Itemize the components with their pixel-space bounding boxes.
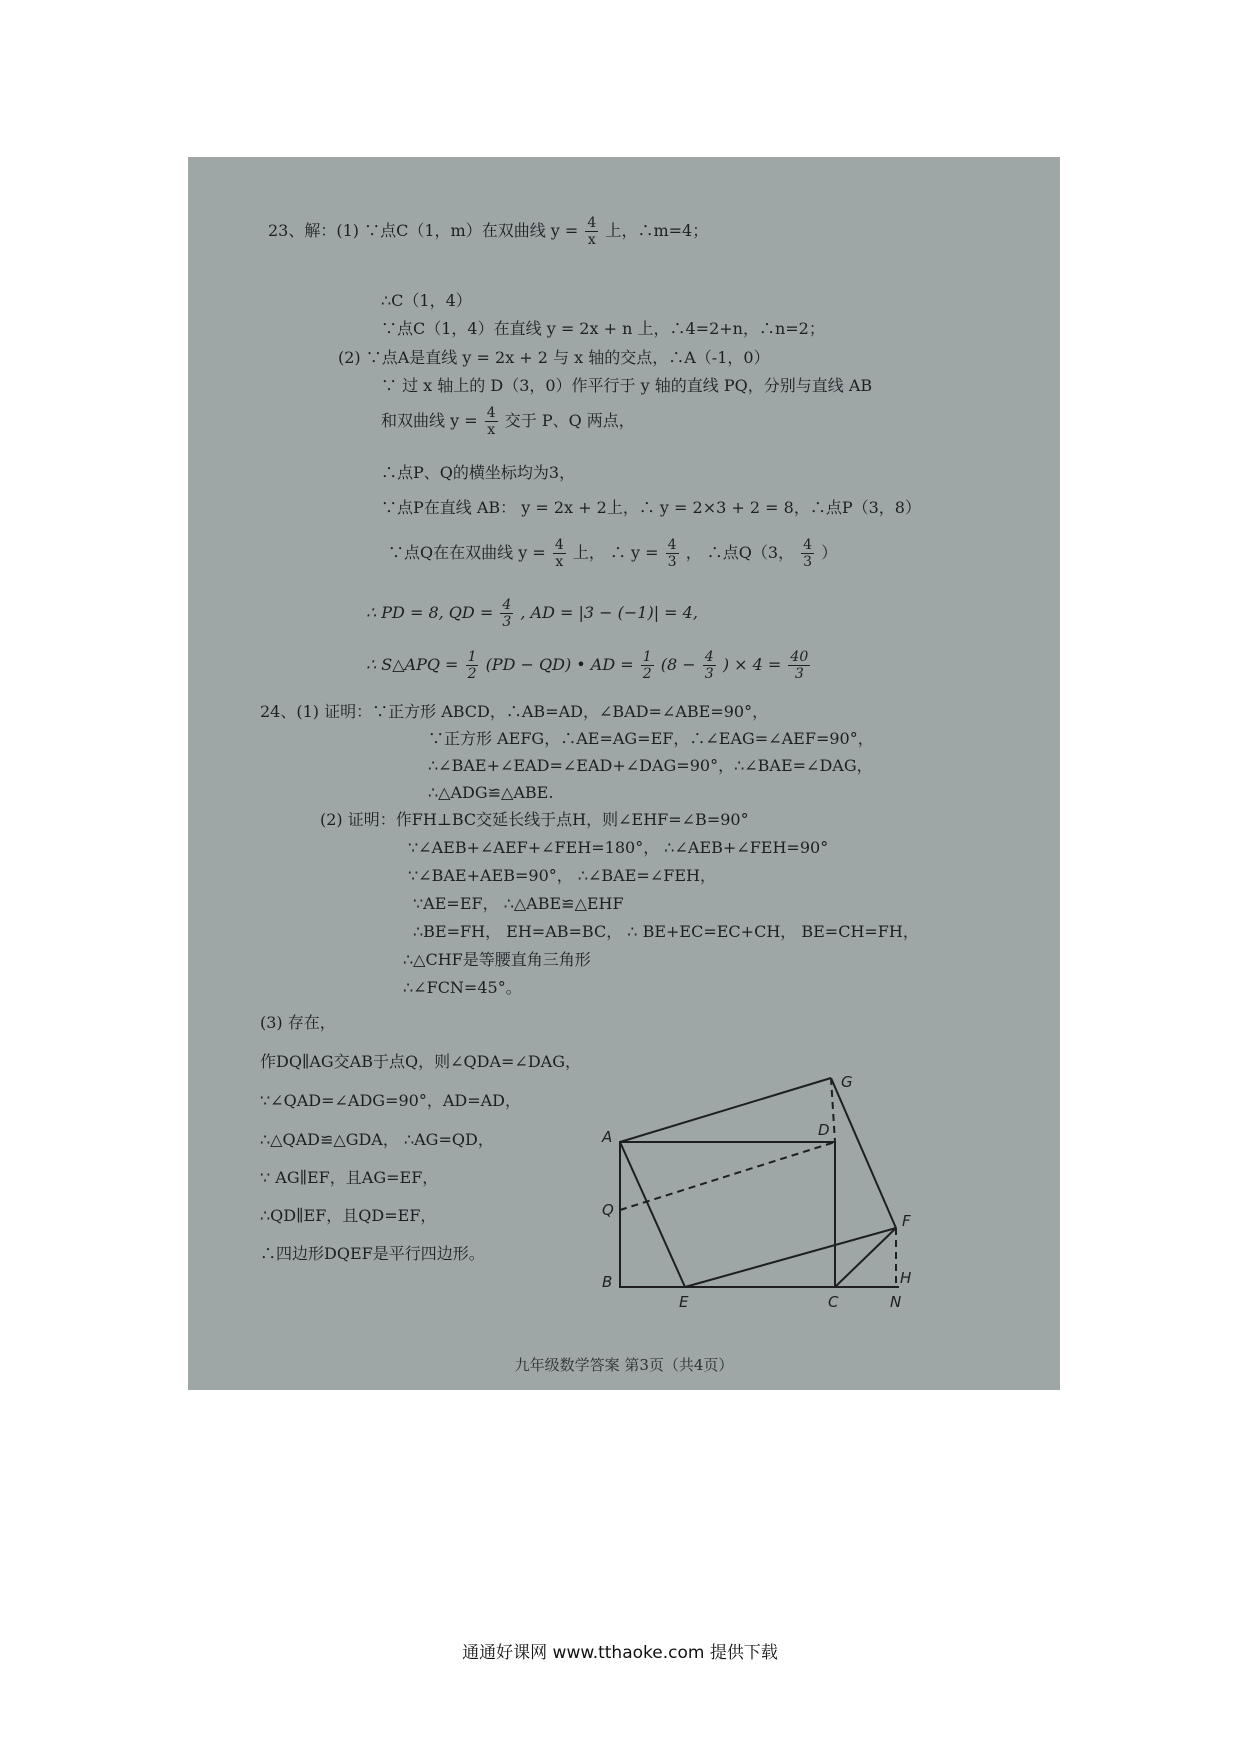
- denominator: 2: [467, 666, 477, 682]
- q23-line-7: ∴点P、Q的横坐标均为3，: [381, 463, 576, 482]
- q24-line-5: (2) 证明：作FH⊥BC交延长线于点H，则∠EHF=∠B=90°: [320, 810, 749, 829]
- label-g: G: [841, 1073, 853, 1091]
- text: ∵点Q在在双曲线 y =: [388, 543, 546, 562]
- text: 23、解：(1) ∵点C（1，m）在双曲线 y =: [268, 221, 579, 240]
- site-credit: 通通好课网 www.tthaoke.com 提供下载: [462, 1643, 778, 1663]
- label-f: F: [902, 1212, 911, 1230]
- q23-line-11: [366, 649, 812, 682]
- fraction: [500, 597, 513, 630]
- label-c: C: [828, 1293, 839, 1311]
- fraction: [585, 215, 598, 248]
- q24-line-16: ∵ AG∥EF，且AG=EF，: [260, 1168, 439, 1187]
- label-h: H: [900, 1269, 912, 1287]
- text: ）: [821, 543, 838, 562]
- text: (8 −: [660, 655, 696, 674]
- label-d: D: [818, 1121, 830, 1139]
- denominator: 3: [803, 554, 813, 570]
- q23-line-3: ∵点C（1，4）在直线 y = 2x + n 上，∴4=2+n，∴n=2；: [381, 319, 825, 338]
- numerator: 40: [790, 649, 809, 665]
- fraction: [703, 649, 716, 682]
- dashed-qd: [620, 1142, 835, 1210]
- text: , AD = |3 − (−1)| = 4,: [520, 603, 698, 622]
- page-footer: 九年级数学答案 第3页（共4页）: [514, 1356, 734, 1374]
- q24-line-18: ∴四边形DQEF是平行四边形。: [260, 1244, 485, 1263]
- q23-line-9: [388, 537, 837, 570]
- numerator: 1: [467, 649, 477, 665]
- label-a: A: [602, 1128, 613, 1146]
- q24-line-12: (3) 存在，: [260, 1013, 336, 1032]
- text: 上，∴m=4；: [605, 221, 709, 240]
- text: 交于 P、Q 两点，: [504, 411, 635, 430]
- text: 上， ∴ y =: [572, 543, 659, 562]
- numerator: 4: [502, 597, 512, 613]
- numerator: 4: [486, 405, 496, 421]
- q24-line-14: ∵∠QAD=∠ADG=90°，AD=AD，: [260, 1091, 522, 1110]
- fraction: [553, 537, 566, 570]
- numerator: 4: [803, 537, 813, 553]
- text: ) × 4 =: [722, 655, 782, 674]
- text: (PD − QD) • AD =: [485, 655, 634, 674]
- denominator: 2: [642, 666, 652, 682]
- geometry-diagram: [602, 1017, 1048, 1347]
- q24-line-2: ∵正方形 AEFG，∴AE=AG=EF，∴∠EAG=∠AEF=90°，: [428, 729, 874, 748]
- q23-line-10: [366, 597, 698, 630]
- fraction: [788, 649, 810, 682]
- q23-line-4: (2) ∵点A是直线 y = 2x + 2 与 x 轴的交点，∴A（-1，0）: [338, 348, 770, 367]
- answer-sheet-photo: [188, 157, 1060, 1390]
- q24-line-8: ∵AE=EF， ∴△ABE≌△EHF: [413, 894, 624, 913]
- fraction: [466, 649, 479, 682]
- numerator: 4: [587, 215, 597, 231]
- q24-line-13: 作DQ∥AG交AB于点Q，则∠QDA=∠DAG，: [260, 1052, 581, 1071]
- denominator: x: [587, 232, 596, 248]
- q24-line-3: ∴∠BAE+∠EAD=∠EAD+∠DAG=90°，∴∠BAE=∠DAG，: [428, 756, 873, 775]
- fraction: [666, 537, 679, 570]
- text: 和双曲线 y =: [381, 411, 478, 430]
- numerator: 1: [642, 649, 652, 665]
- denominator: 3: [794, 666, 804, 682]
- q24-line-11: ∴∠FCN=45°。: [403, 978, 522, 997]
- numerator: 4: [704, 649, 714, 665]
- denominator: x: [555, 554, 564, 570]
- fraction: [641, 649, 654, 682]
- q24-line-4: ∴△ADG≌△ABE.: [428, 783, 554, 802]
- q24-line-10: ∴△CHF是等腰直角三角形: [403, 950, 591, 969]
- fraction: [801, 537, 814, 570]
- q23-line-6: [381, 405, 635, 438]
- fraction: [485, 405, 498, 438]
- text: ∴ PD = 8, QD =: [366, 603, 494, 622]
- line-ea: [620, 1142, 685, 1287]
- text: ∴ S△APQ =: [366, 655, 459, 674]
- q24-line-7: ∵∠BAE+AEB=90°， ∴∠BAE=∠FEH，: [408, 866, 716, 885]
- q24-line-1: 24、(1) 证明：∵正方形 ABCD，∴AB=AD，∠BAD=∠ABE=90°，: [260, 702, 769, 721]
- line-ag: [620, 1078, 831, 1142]
- q24-line-6: ∵∠AEB+∠AEF+∠FEH=180°， ∴∠AEB+∠FEH=90°: [408, 838, 829, 857]
- numerator: 4: [667, 537, 677, 553]
- denominator: x: [487, 422, 496, 438]
- label-n: N: [890, 1293, 902, 1311]
- label-q: Q: [602, 1201, 614, 1219]
- text: ， ∴点Q（3，: [685, 543, 795, 562]
- denominator: 3: [667, 554, 677, 570]
- q23-line-8: ∵点P在直线 AB： y = 2x + 2上，∴ y = 2×3 + 2 = 8，∴点P（3，8）: [381, 498, 921, 517]
- q23-line-2: ∴C（1，4）: [381, 291, 472, 310]
- denominator: 3: [502, 614, 512, 630]
- q24-line-17: ∴QD∥EF，且QD=EF，: [260, 1206, 437, 1225]
- numerator: 4: [554, 537, 564, 553]
- q23-line-1: [268, 215, 708, 248]
- line-gf: [831, 1078, 896, 1228]
- q24-line-9: ∴BE=FH， EH=AB=BC， ∴ BE+EC=EC+CH， BE=CH=FH，: [413, 922, 919, 941]
- denominator: 3: [704, 666, 714, 682]
- q24-line-15: ∴△QAD≌△GDA， ∴AG=QD，: [260, 1130, 494, 1149]
- label-b: B: [602, 1273, 613, 1291]
- label-e: E: [679, 1293, 689, 1311]
- q23-line-5: ∵ 过 x 轴上的 D（3，0）作平行于 y 轴的直线 PQ，分别与直线 AB: [381, 376, 873, 395]
